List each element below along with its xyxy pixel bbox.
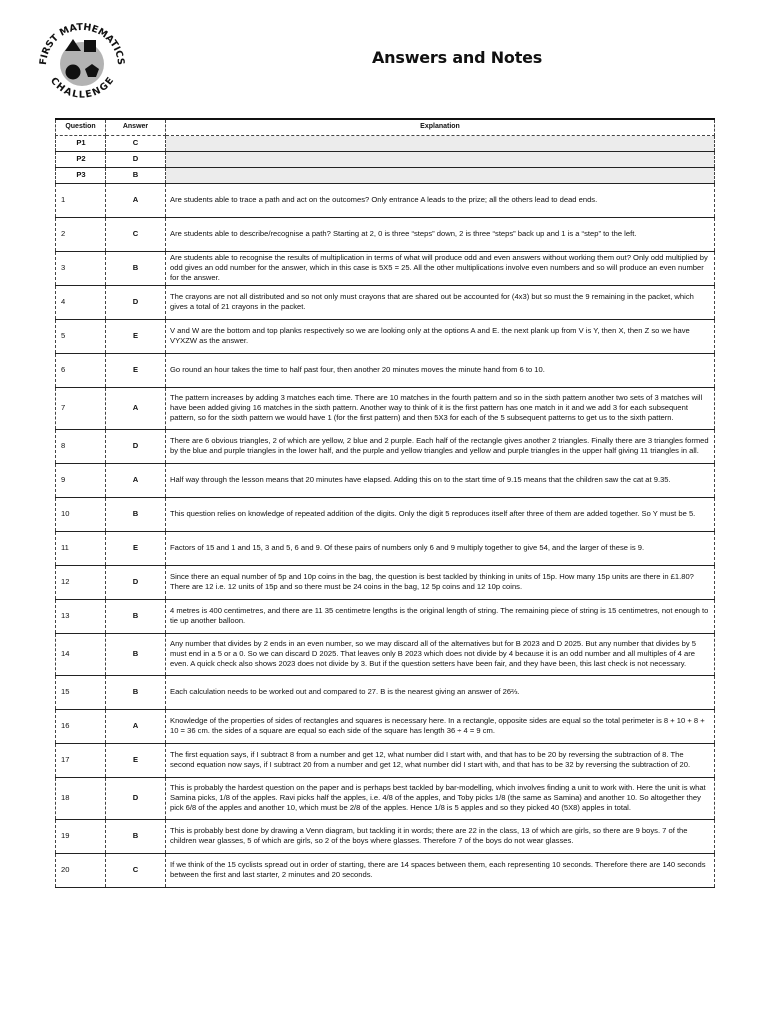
practice-row: [56, 151, 715, 167]
question-number: 17: [56, 743, 106, 777]
answer-letter: D: [106, 777, 166, 819]
explanation-text: Are students able to describe/recognise a path? Starting at 2, 0 is three “steps” down, 2 is three “steps” back up and 1 is a “step” to the left.: [166, 217, 715, 251]
answer-letter: E: [106, 743, 166, 777]
table-row: [56, 463, 715, 497]
answer-letter: D: [106, 429, 166, 463]
page-title: Answers and Notes: [372, 48, 543, 67]
table-row: [56, 387, 715, 429]
table-row: [56, 319, 715, 353]
table-row: [56, 217, 715, 251]
answer-letter: E: [106, 353, 166, 387]
explanation-text: [166, 135, 715, 151]
table-row: [56, 675, 715, 709]
explanation-text: This is probably the hardest question on the paper and is perhaps best tackled by bar-modelling, which involves finding a unit to work with. Here the unit is what Samina picks, 1/8 of the apples. Ravi picks half the apples, i.e. 4/8 of the apples, and Toby picks 1/8 (the same as Samina) and another 10. So altogether they pick 6/8 of the apples and another 10, which must be 2/8 of the apples. Hence 1/8 is 5 apples and so they picked 40 (5X8) apples in total.: [166, 777, 715, 819]
explanation-text: [166, 167, 715, 183]
table-row: [56, 853, 715, 887]
answer-letter: A: [106, 709, 166, 743]
table-row: [56, 285, 715, 319]
table-row: [56, 531, 715, 565]
answer-letter: B: [106, 633, 166, 675]
square-shape-icon: [84, 40, 96, 52]
explanation-text: Since there an equal number of 5p and 10p coins in the bag, the question is best tackled by thinking in units of 15p. How many 15p units are there in £1.80? There are 12 i.e. 12 units of 15p and so there must be 24 coins in the bag, 12 5p coins and 12 10p coins.: [166, 565, 715, 599]
question-number: 10: [56, 497, 106, 531]
explanation-text: Knowledge of the properties of sides of rectangles and squares is necessary here. In a rectangle, opposite sides are equal so the total perimeter is 8 + 10 + 8 + 10 = 36 cm. the sides of a square are equal so each side of the square has length 36 ÷ 4 = 9 cm.: [166, 709, 715, 743]
explanation-text: 4 metres is 400 centimetres, and there are 11 35 centimetre lengths is the original length of string. The remaining piece of string is 15 centimetres, not enough to tie up another balloon.: [166, 599, 715, 633]
first-mathematics-challenge-logo: [32, 10, 132, 110]
explanation-text: This question relies on knowledge of repeated addition of the digits. Only the digit 5 reproduces itself after three of them are added together. So Y must be 5.: [166, 497, 715, 531]
answer-letter: E: [106, 319, 166, 353]
question-number: 6: [56, 353, 106, 387]
question-number: 1: [56, 183, 106, 217]
practice-row: [56, 135, 715, 151]
answer-letter: A: [106, 183, 166, 217]
table-row: [56, 429, 715, 463]
table-row: [56, 709, 715, 743]
table-row: [56, 251, 715, 285]
column-header-question: Question: [56, 119, 106, 135]
explanation-text: Any number that divides by 2 ends in an even number, so we may discard all of the alternatives but for B 2023 and D 2025. But any number that divides by 5 must end in a 5 or a 0. So we can discard D 2025. That leaves only B 2023 which does not divide by 4 because it is an odd number and all multiples of 4 are even. A quick check also shows 2023 does not divide by 3. But if the question setters have been fair, and they have been, this last check is not necessary.: [166, 633, 715, 675]
explanation-text: Half way through the lesson means that 20 minutes have elapsed. Adding this on to the start time of 9.15 means that the children saw the cat at 9.35.: [166, 463, 715, 497]
circle-shape-icon: [66, 65, 81, 80]
explanation-text: If we think of the 15 cyclists spread out in order of starting, there are 14 spaces between them, each representing 10 seconds. Therefore there are 140 seconds between the first and last starter, 2 minutes and 20 seconds.: [166, 853, 715, 887]
table-row: [56, 777, 715, 819]
question-number: 14: [56, 633, 106, 675]
logo-disc: [60, 42, 104, 86]
answers-table: [55, 118, 715, 888]
logo-bottom-text: CHALLENGE: [47, 75, 117, 101]
answer-letter: E: [106, 531, 166, 565]
answer-letter: C: [106, 135, 166, 151]
table-header-row: [56, 119, 715, 135]
answer-letter: B: [106, 251, 166, 285]
question-number: 5: [56, 319, 106, 353]
table-row: [56, 819, 715, 853]
answer-letter: A: [106, 463, 166, 497]
practice-rows: [56, 135, 715, 183]
table-row: [56, 743, 715, 777]
explanation-text: The first equation says, if I subtract 8 from a number and get 12, what number did I start with, and that has to be 20 by reversing the subtraction of 8. The second equation now says, if I subtract 20 from a number and get 12, what number did I start with, and that has to be 32 by reversing the subtraction of 20.: [166, 743, 715, 777]
explanation-text: The pattern increases by adding 3 matches each time. There are 10 matches in the fourth pattern and so in the sixth pattern another two sets of 3 matches will have been added giving 16 matches in the sixth pattern. Another way to think of it is the first pattern has one match in it and we add 3 for each subsequent pattern, so for the sixth pattern we would have 1 (for the first pattern) and then 5X3 for each of the 5 subsequent patterns to get us to the sixth pattern.: [166, 387, 715, 429]
explanation-text: Are students able to trace a path and act on the outcomes? Only entrance A leads to the prize; all the others lead to dead ends.: [166, 183, 715, 217]
explanation-text: This is probably best done by drawing a Venn diagram, but tackling it in words; there are 22 in the class, 13 of which are girls, so there are 9 boys. 7 of the children wear glasses, 5 of which are girls, so 2 of the boys where glasses. Therefore 7 of the boys do not wear glasses.: [166, 819, 715, 853]
explanation-text: Each calculation needs to be worked out and compared to 27. B is the nearest giving an answer of 26⅔.: [166, 675, 715, 709]
answer-letter: D: [106, 565, 166, 599]
question-number: 18: [56, 777, 106, 819]
column-header-answer: Answer: [106, 119, 166, 135]
practice-row: [56, 167, 715, 183]
table-row: [56, 183, 715, 217]
table-row: [56, 599, 715, 633]
explanation-text: [166, 151, 715, 167]
table-row: [56, 565, 715, 599]
question-number: P1: [56, 135, 106, 151]
column-header-explanation: Explanation: [166, 119, 715, 135]
answer-letter: B: [106, 819, 166, 853]
question-number: 12: [56, 565, 106, 599]
answer-letter: B: [106, 599, 166, 633]
question-number: 16: [56, 709, 106, 743]
question-number: 4: [56, 285, 106, 319]
question-number: 19: [56, 819, 106, 853]
logo-top-text: FIRST MATHEMATICS: [37, 21, 127, 66]
explanation-text: V and W are the bottom and top planks respectively so we are looking only at the options A and E. the next plank up from V is Y, then X, then Z so we have VYXZW as the answer.: [166, 319, 715, 353]
explanation-text: The crayons are not all distributed and so not only must crayons that are shared out be accounted for (4x3) but so must the 9 remaining in the packet, which gives a total of 21 crayons in the packet.: [166, 285, 715, 319]
question-number: P2: [56, 151, 106, 167]
answer-letter: C: [106, 217, 166, 251]
answer-letter: B: [106, 167, 166, 183]
question-number: 13: [56, 599, 106, 633]
question-number: 3: [56, 251, 106, 285]
question-number: P3: [56, 167, 106, 183]
question-number: 8: [56, 429, 106, 463]
question-number: 2: [56, 217, 106, 251]
answer-letter: B: [106, 497, 166, 531]
question-number: 7: [56, 387, 106, 429]
answer-letter: D: [106, 285, 166, 319]
answer-letter: D: [106, 151, 166, 167]
explanation-text: Are students able to recognise the results of multiplication in terms of what will produce odd and even answers without working them out? Only odd multiplied by odd gives an odd number for the answer, which in this case is 5X5 = 25. All the other multiplications involve even numbers and so will produce an even number for the answer.: [166, 251, 715, 285]
table-row: [56, 353, 715, 387]
explanation-text: Go round an hour takes the time to half past four, then another 20 minutes moves the minute hand from 6 to 10.: [166, 353, 715, 387]
question-number: 9: [56, 463, 106, 497]
answer-letter: B: [106, 675, 166, 709]
question-rows: [56, 183, 715, 887]
question-number: 15: [56, 675, 106, 709]
explanation-text: There are 6 obvious triangles, 2 of which are yellow, 2 blue and 2 purple. Each half of the rectangle gives another 2 triangles. Finally there are 3 triangles formed by the blue and purple triangles in the lower half, and the purple and yellow triangles and yellow and purple triangles in the upper half giving 11 triangles in all.: [166, 429, 715, 463]
answer-letter: A: [106, 387, 166, 429]
question-number: 20: [56, 853, 106, 887]
question-number: 11: [56, 531, 106, 565]
table-row: [56, 633, 715, 675]
table-row: [56, 497, 715, 531]
explanation-text: Factors of 15 and 1 and 15, 3 and 5, 6 and 9. Of these pairs of numbers only 6 and 9 multiply together to give 54, and the larger of these is 9.: [166, 531, 715, 565]
answer-letter: C: [106, 853, 166, 887]
